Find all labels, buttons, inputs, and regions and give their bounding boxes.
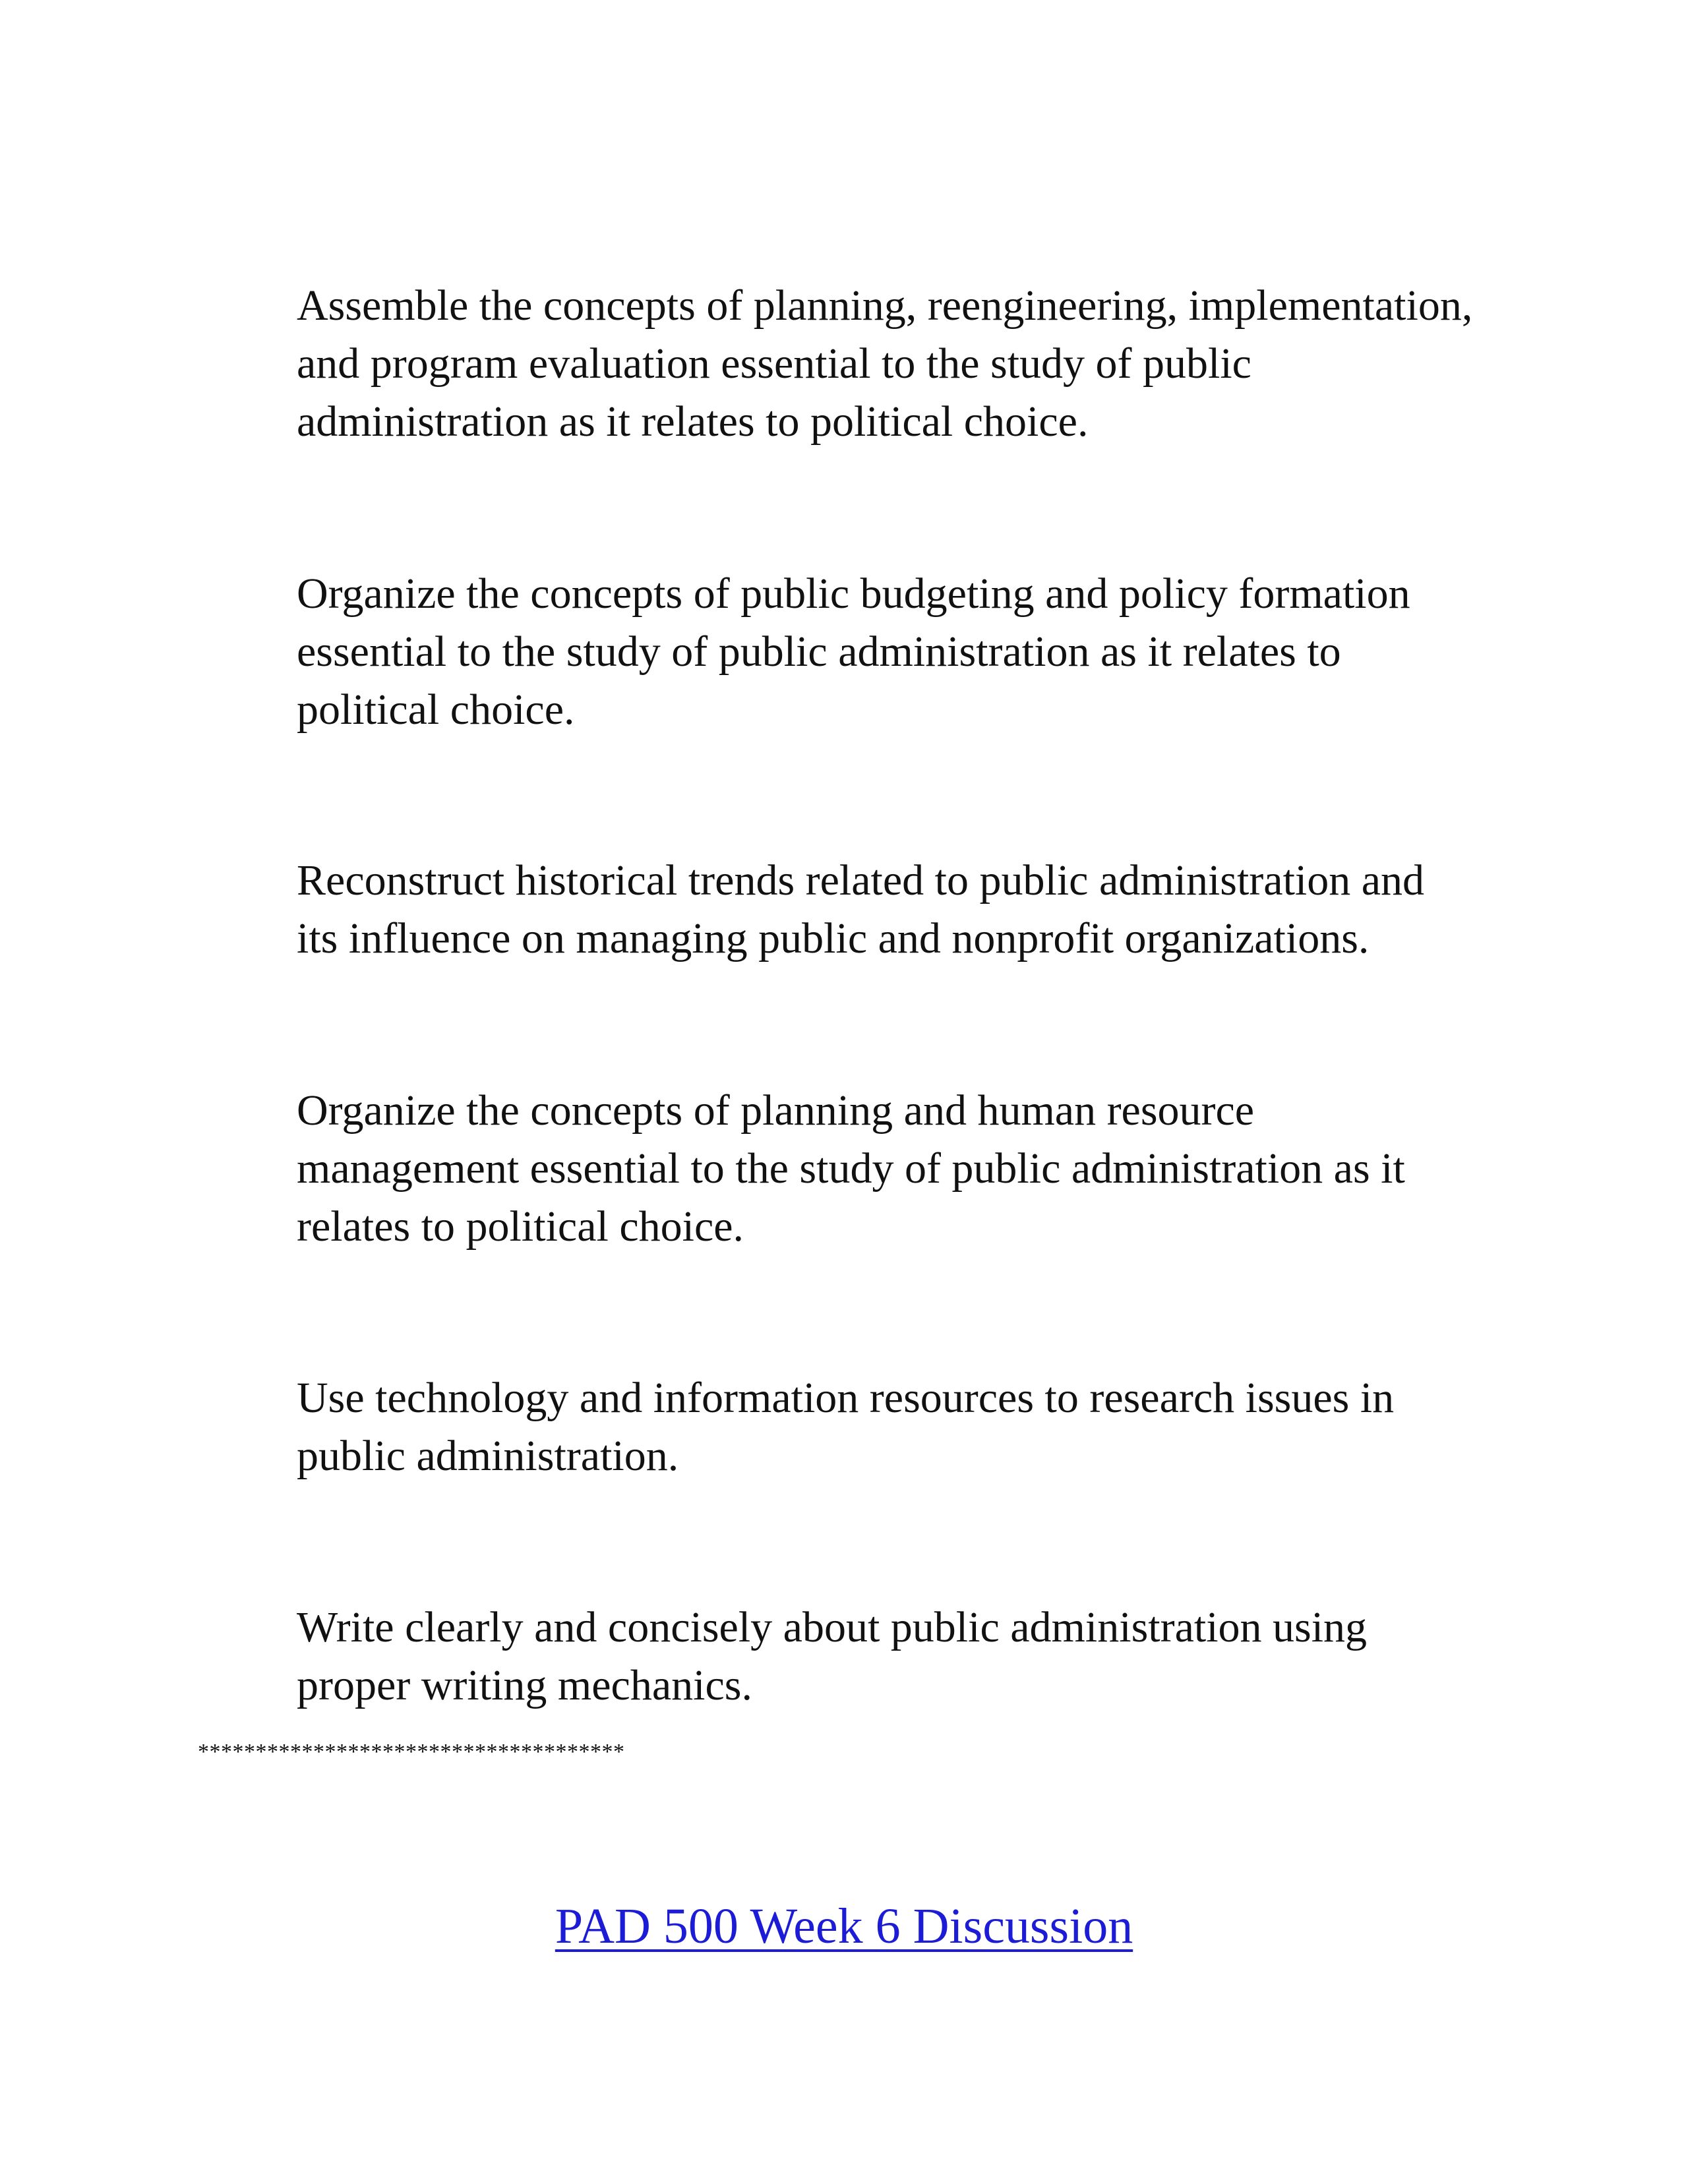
objective-paragraph-6 xyxy=(297,1599,1550,1715)
objective-4-line-3: relates to political choice. xyxy=(297,1202,744,1251)
next-link-container xyxy=(0,1893,1688,1959)
objective-4-line-2: management essential to the study of public administration as it xyxy=(297,1144,1405,1193)
objective-5-line-2: public administration. xyxy=(297,1432,679,1480)
objective-paragraph-2 xyxy=(297,565,1550,739)
objective-paragraph-3 xyxy=(297,852,1550,968)
objective-2-line-3: political choice. xyxy=(297,686,575,734)
objective-6-line-2: proper writing mechanics. xyxy=(297,1661,752,1709)
objective-6-line-1: Write clearly and concisely about public administration using xyxy=(297,1603,1368,1651)
objective-2-line-2: essential to the study of public administration as it relates to xyxy=(297,628,1341,676)
pad-500-week-6-discussion-link[interactable]: PAD 500 Week 6 Discussion xyxy=(555,1899,1133,1954)
objective-3-line-1: Reconstruct historical trends related to public administration and xyxy=(297,856,1425,904)
objective-4-line-1: Organize the concepts of planning and human resource xyxy=(297,1086,1255,1135)
objective-paragraph-5 xyxy=(297,1369,1550,1485)
objective-5-line-1: Use technology and information resources to research issues in xyxy=(297,1374,1395,1422)
objective-3-line-2: its influence on managing public and nonprofit organizations. xyxy=(297,914,1370,962)
objective-1-line-1: Assemble the concepts of planning, reengineering, implementation, xyxy=(297,281,1473,330)
asterisk-separator: ************************************* xyxy=(198,1740,625,1764)
objective-paragraph-1 xyxy=(297,277,1550,451)
objective-2-line-1: Organize the concepts of public budgeting and policy formation xyxy=(297,570,1410,618)
objective-1-line-2: and program evaluation essential to the study of public xyxy=(297,339,1251,388)
objective-1-line-3: administration as it relates to political choice. xyxy=(297,398,1089,446)
objective-paragraph-4 xyxy=(297,1082,1550,1256)
